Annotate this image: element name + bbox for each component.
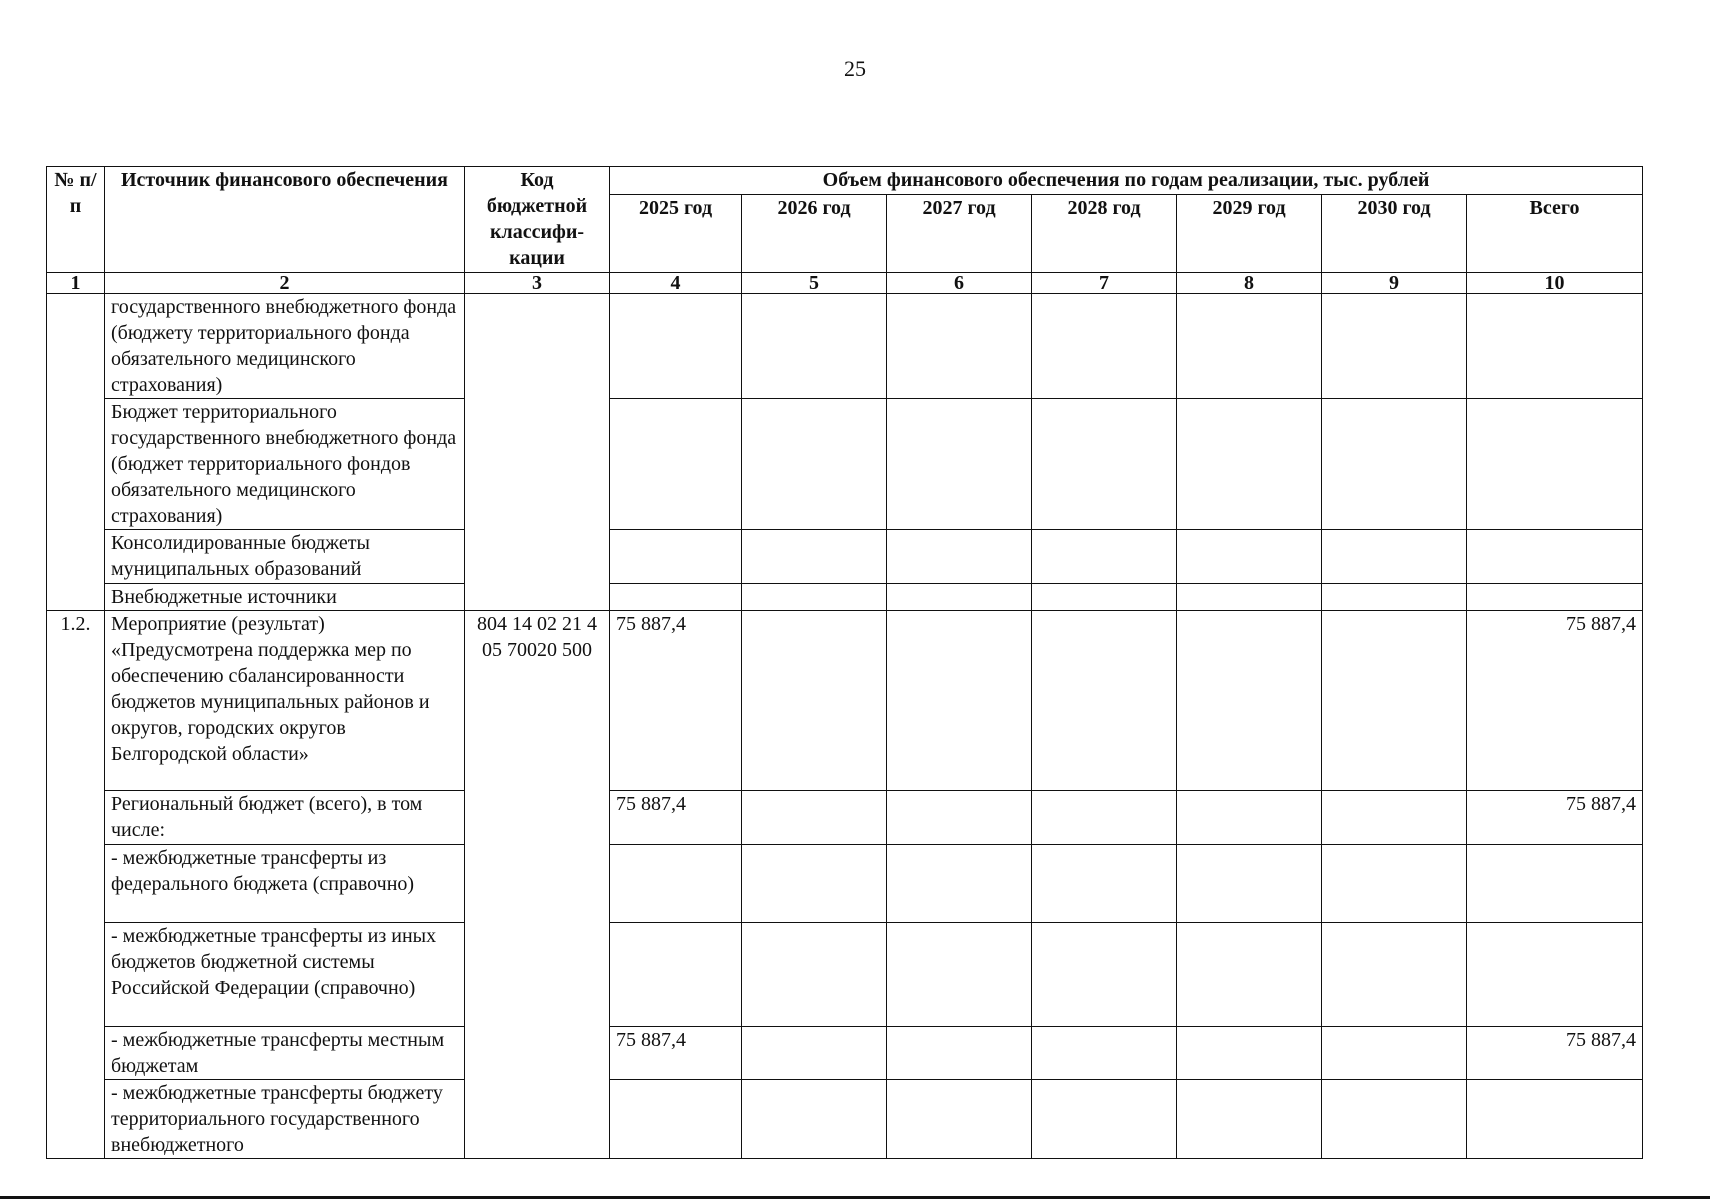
value-cell [887, 584, 1032, 611]
table-row [47, 923, 1643, 1027]
value-cell [610, 399, 742, 530]
header-code: Код бюджетной классифи-кации [465, 167, 610, 273]
value-cell [1177, 1027, 1322, 1080]
value-cell [742, 399, 887, 530]
value-cell [1322, 845, 1467, 923]
value-cell [1032, 294, 1177, 399]
header-no: № п/п [47, 167, 105, 273]
source-cell: - межбюджетные трансферты бюджету территориального государственного внебюджетного [105, 1080, 465, 1159]
value-cell [610, 845, 742, 923]
total-cell: 75 887,4 [1467, 1027, 1643, 1080]
value-cell: 75 887,4 [610, 791, 742, 845]
header-year: 2026 год [742, 195, 887, 273]
value-cell [742, 791, 887, 845]
value-cell [887, 530, 1032, 584]
value-cell [1032, 530, 1177, 584]
value-cell [742, 530, 887, 584]
value-cell [1322, 584, 1467, 611]
column-number: 4 [610, 273, 742, 294]
value-cell [1177, 845, 1322, 923]
total-cell [1467, 399, 1643, 530]
source-cell: - межбюджетные трансферты из иных бюджетов бюджетной системы Российской Федерации (справочно) [105, 923, 465, 1027]
value-cell [1322, 1080, 1467, 1159]
table-row [47, 530, 1643, 584]
value-cell [1177, 1080, 1322, 1159]
value-cell [610, 923, 742, 1027]
table-row [47, 1027, 1643, 1080]
source-cell: Мероприятие (результат) «Предусмотрена поддержка мер по обеспечению сбалансированности бюджетов муниципальных районов и округов, городских округов Белгородской области» [105, 611, 465, 791]
column-number: 9 [1322, 273, 1467, 294]
value-cell [742, 923, 887, 1027]
table-row [47, 399, 1643, 530]
value-cell [1322, 923, 1467, 1027]
total-cell: 75 887,4 [1467, 791, 1643, 845]
value-cell [610, 1080, 742, 1159]
value-cell [887, 399, 1032, 530]
source-cell: Консолидированные бюджеты муниципальных образований [105, 530, 465, 584]
scan-edge-line [0, 1196, 1710, 1199]
value-cell [1032, 611, 1177, 791]
financing-table [46, 166, 1643, 1159]
value-cell [887, 294, 1032, 399]
table-row [47, 791, 1643, 845]
column-number: 8 [1177, 273, 1322, 294]
column-number: 6 [887, 273, 1032, 294]
value-cell [1322, 791, 1467, 845]
value-cell [1322, 1027, 1467, 1080]
total-cell [1467, 530, 1643, 584]
column-number: 2 [105, 273, 465, 294]
value-cell [1177, 923, 1322, 1027]
value-cell [742, 1080, 887, 1159]
source-cell: Бюджет территориального государственного внебюджетного фонда (бюджет территориального фондов обязательного медицинского страхования) [105, 399, 465, 530]
total-cell [1467, 294, 1643, 399]
source-cell: Региональный бюджет (всего), в том числе: [105, 791, 465, 845]
value-cell [1177, 294, 1322, 399]
column-number: 5 [742, 273, 887, 294]
value-cell [742, 845, 887, 923]
value-cell [1177, 584, 1322, 611]
row-number-empty [47, 294, 105, 611]
value-cell [1322, 611, 1467, 791]
value-cell [1322, 399, 1467, 530]
value-cell: 75 887,4 [610, 1027, 742, 1080]
table-row [47, 1080, 1643, 1159]
column-number: 10 [1467, 273, 1643, 294]
value-cell [610, 294, 742, 399]
header-total: Всего [1467, 195, 1643, 273]
value-cell [1032, 1080, 1177, 1159]
value-cell [610, 584, 742, 611]
header-year: 2027 год [887, 195, 1032, 273]
value-cell [887, 923, 1032, 1027]
header-year: 2028 год [1032, 195, 1177, 273]
value-cell [610, 530, 742, 584]
header-volume: Объем финансового обеспечения по годам реализации, тыс. рублей [610, 167, 1643, 195]
header-year: 2030 год [1322, 195, 1467, 273]
total-cell [1467, 923, 1643, 1027]
value-cell [887, 791, 1032, 845]
row-number: 1.2. [47, 611, 105, 1159]
table-row [47, 294, 1643, 399]
value-cell [887, 845, 1032, 923]
value-cell [1177, 399, 1322, 530]
column-number: 1 [47, 273, 105, 294]
value-cell [1032, 923, 1177, 1027]
value-cell [1032, 1027, 1177, 1080]
column-number: 7 [1032, 273, 1177, 294]
value-cell [1177, 791, 1322, 845]
source-cell: - межбюджетные трансферты местным бюджетам [105, 1027, 465, 1080]
table-row [47, 584, 1643, 611]
budget-code: 804 14 02 21 4 05 70020 500 [465, 611, 610, 1159]
total-cell [1467, 845, 1643, 923]
total-cell [1467, 584, 1643, 611]
source-cell: Внебюджетные источники [105, 584, 465, 611]
table-row [47, 845, 1643, 923]
total-cell [1467, 1080, 1643, 1159]
header-year: 2029 год [1177, 195, 1322, 273]
value-cell [742, 611, 887, 791]
header-source: Источник финансового обеспечения [105, 167, 465, 273]
column-number: 3 [465, 273, 610, 294]
value-cell [1322, 530, 1467, 584]
value-cell [742, 584, 887, 611]
value-cell [887, 1080, 1032, 1159]
value-cell [742, 1027, 887, 1080]
value-cell [887, 1027, 1032, 1080]
total-cell: 75 887,4 [1467, 611, 1643, 791]
value-cell: 75 887,4 [610, 611, 742, 791]
value-cell [1032, 399, 1177, 530]
source-cell: - межбюджетные трансферты из федерального бюджета (справочно) [105, 845, 465, 923]
page-number: 25 [844, 56, 866, 81]
value-cell [1032, 584, 1177, 611]
table-row [47, 611, 1643, 791]
value-cell [1032, 791, 1177, 845]
value-cell [1322, 294, 1467, 399]
value-cell [1177, 530, 1322, 584]
value-cell [1032, 845, 1177, 923]
value-cell [742, 294, 887, 399]
budget-code-empty [465, 294, 610, 611]
value-cell [1177, 611, 1322, 791]
value-cell [887, 611, 1032, 791]
header-year: 2025 год [610, 195, 742, 273]
source-cell: государственного внебюджетного фонда (бюджету территориального фонда обязательного медицинского страхования) [105, 294, 465, 399]
